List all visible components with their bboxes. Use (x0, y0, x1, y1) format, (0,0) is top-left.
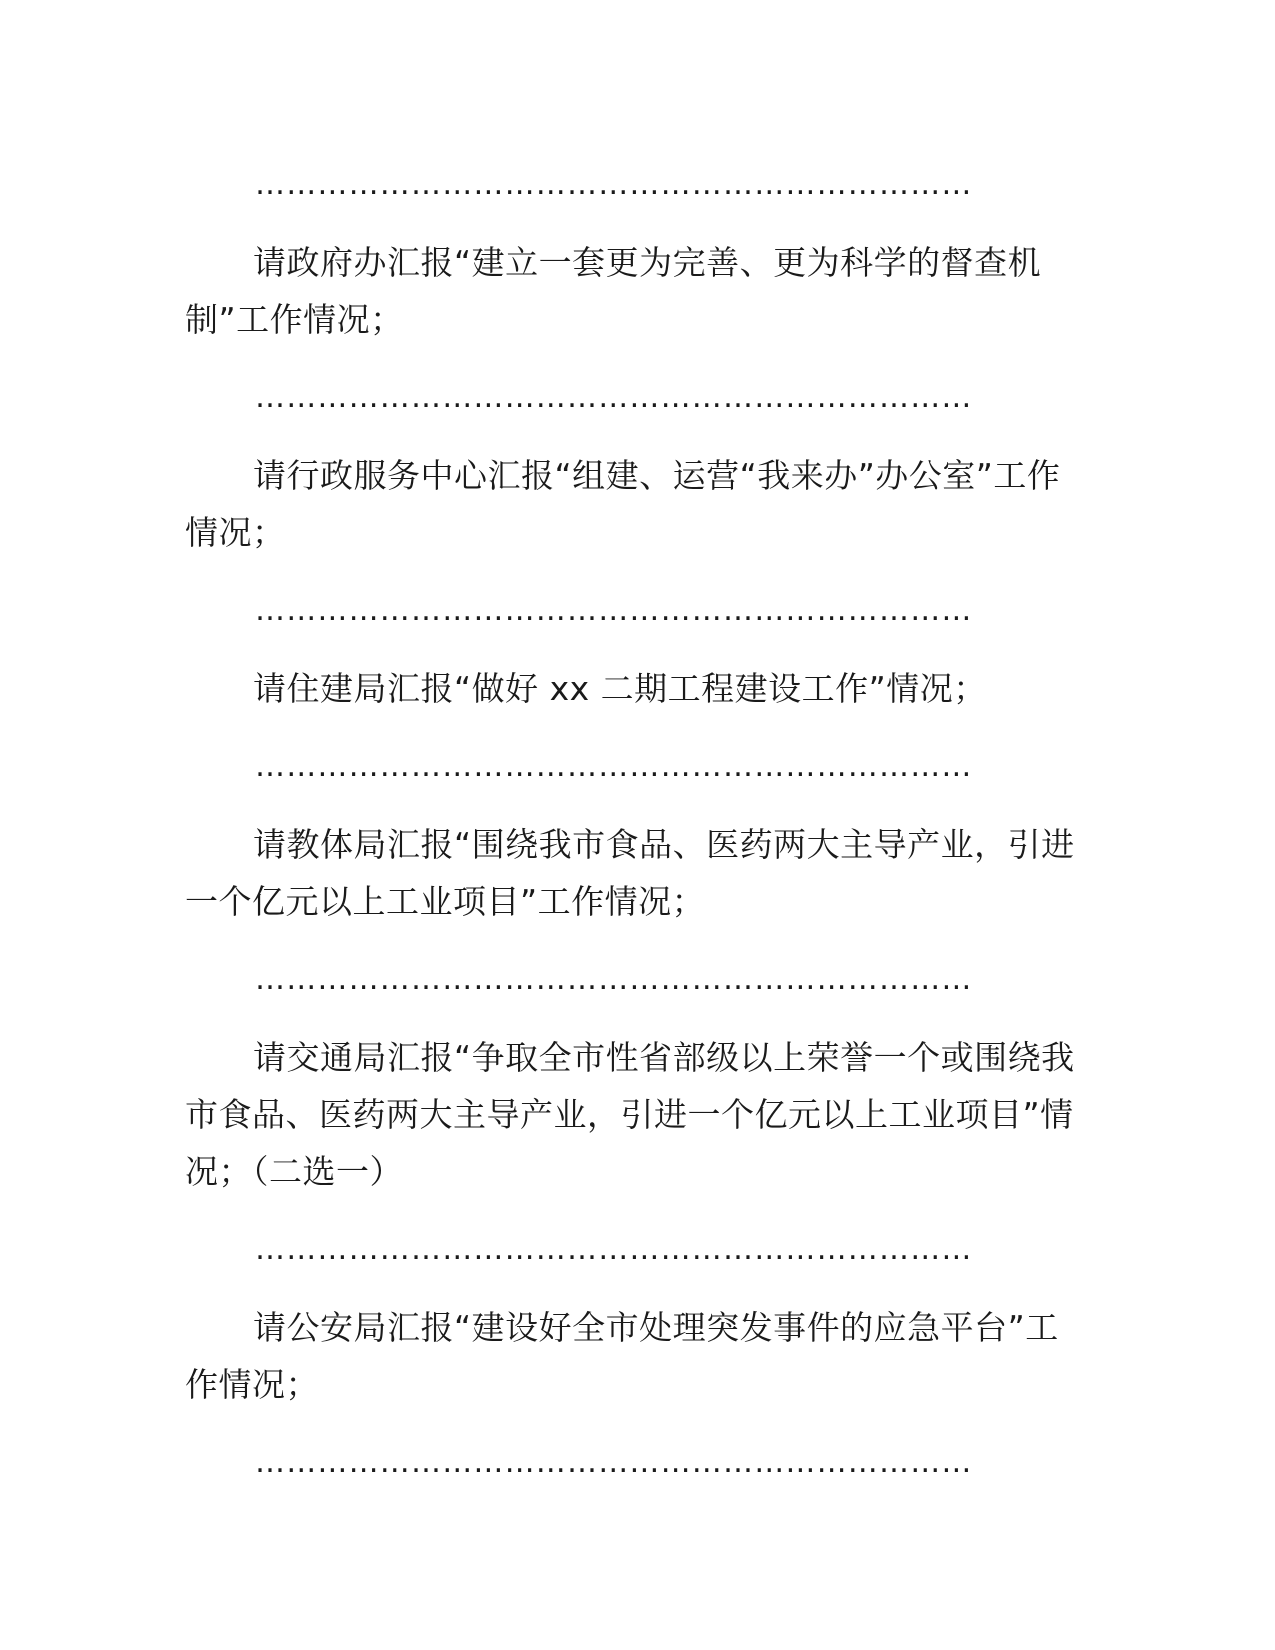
ellipsis-separator: …………………………………………………………… (255, 380, 973, 415)
report-item-government-office: 请政府办汇报“建立一套更为完善、更为科学的督查机制”工作情况； (185, 243, 1042, 339)
ellipsis-separator: …………………………………………………………… (255, 593, 973, 628)
report-item-admin-service-center: 请行政服务中心汇报“组建、运营“我来办”办公室”工作情况； (185, 456, 1061, 552)
ellipsis-separator: …………………………………………………………… (255, 1445, 973, 1480)
ellipsis-separator: …………………………………………………………… (255, 167, 973, 202)
report-item-transport-bureau: 请交通局汇报“争取全市性省部级以上荣誉一个或围绕我市食品、医药两大主导产业，引进一个亿元以上工业项目”情况；（二选一） (185, 1038, 1075, 1191)
ellipsis-separator: …………………………………………………………… (255, 1232, 973, 1267)
ellipsis-separator: …………………………………………………………… (255, 749, 973, 784)
document-body (185, 160, 1085, 1488)
report-item-public-security-bureau: 请公安局汇报“建设好全市处理突发事件的应急平台”工作情况； (185, 1308, 1059, 1404)
ellipsis-separator: …………………………………………………………… (255, 962, 973, 997)
report-item-education-sports-bureau: 请教体局汇报“围绕我市食品、医药两大主导产业，引进一个亿元以上工业项目”工作情况； (185, 825, 1075, 921)
report-item-housing-bureau: 请住建局汇报“做好 xx 二期工程建设工作”情况； (253, 669, 987, 708)
